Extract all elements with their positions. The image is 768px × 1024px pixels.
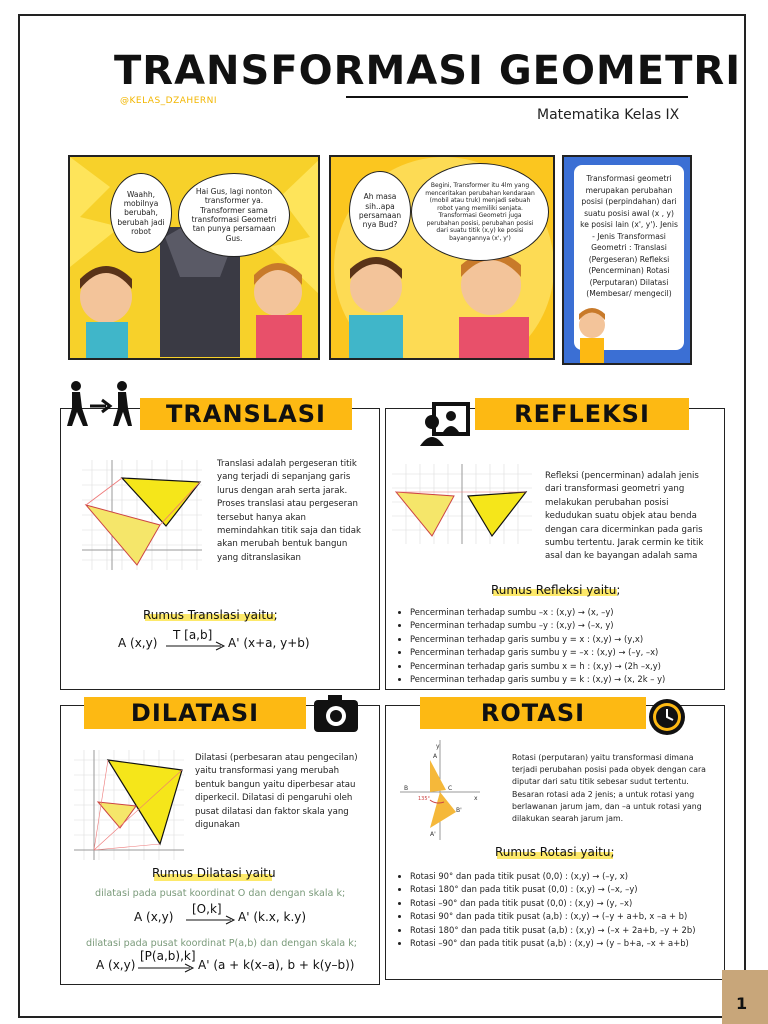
- dilatasi-formula-2-right: A' (a + k(x–a), b + k(y–b)): [198, 958, 355, 972]
- arrow-icon: [166, 641, 226, 651]
- rotasi-banner: [420, 697, 646, 729]
- list-item: • Rotasi 90° dan pada titik pusat (a,b) : (x,y) → (–y + a+b, x –a + b): [410, 910, 730, 923]
- clock-icon: [646, 696, 688, 738]
- point-a-label: A: [433, 753, 438, 760]
- dilatasi-formula-2-left: A (x,y): [96, 958, 136, 972]
- walking-person-icon: [62, 380, 132, 430]
- list-item: • Rotasi 180° dan pada titik pusat (a,b) : (x,y) → (–x + 2a+b, –y + 2b): [410, 924, 730, 937]
- list-item: • Pencerminan terhadap garis sumbu x = h : (x,y) → (2h –x,y): [410, 660, 730, 673]
- arrow-icon: [186, 915, 236, 925]
- refleksi-banner: [475, 398, 689, 430]
- mirror-person-icon: [420, 402, 472, 446]
- translasi-heading: TRANSLASI: [166, 400, 326, 428]
- list-item: • Pencerminan terhadap garis sumbu y = –x : (x,y) → (–y, –x): [410, 646, 730, 659]
- point-a2-label: A': [430, 831, 436, 838]
- page-number: 1: [736, 994, 748, 1013]
- dilatasi-formula-1-label: [O,k]: [192, 902, 222, 916]
- translasi-formula-left: A (x,y): [118, 636, 158, 650]
- axis-y-label: y: [436, 743, 440, 750]
- comic-text: Transformasi geometri merupakan perubahan posisi (perpindahan) dari suatu posisi awal (x , y) ke posisi lain (x', y'). Jenis - Jenis Transformasi Geometri : Translasi (Pergeseran) Refleksi (Pencerminan) Rotasi (Perputaran) Dilatasi (Membesar/ mengecil): [580, 174, 678, 298]
- speech-bubble-4: Begini, Transformer itu 4lm yang menceritakan perubahan kendaraan (mobil atau truk) menjadi sebuah robot yang memiliki senjata. Transformasi Geometri juga perubahan posisi, perubahan posisi dari suatu titik (x,y) ke posisi bayangannya (x', y'): [411, 163, 549, 261]
- dilatasi-line-1: dilatasi pada pusat koordinat O dan dengan skala k;: [95, 888, 346, 899]
- rotasi-diagram: [400, 740, 480, 840]
- dilatasi-formula-1-right: A' (k.x, k.y): [238, 910, 307, 924]
- speech-bubble-3: Ah masa sih..apa persamaan nya Bud?: [349, 171, 411, 251]
- translasi-description: Translasi adalah pergeseran titik yang terjadi di sepanjang garis lurus dengan arah serta jarak. Proses translasi atau pergeseran tersebut hanya akan memindahkan titik saja dan tidak akan merubah bentuk bangun yang ditranslasikan: [217, 459, 362, 563]
- angle-label: 135°: [418, 796, 431, 802]
- dilatasi-diagram: [74, 750, 184, 860]
- page-title: TRANSFORMASI GEOMETRI: [114, 48, 742, 94]
- refleksi-heading: REFLEKSI: [514, 400, 650, 428]
- translasi-formula-label: T [a,b]: [173, 628, 213, 642]
- camera-icon: [312, 694, 362, 736]
- list-item: • Pencerminan terhadap garis sumbu y = k : (x,y) → (x, 2k – y): [410, 673, 730, 686]
- speech-bubble-1: Waahh, mobilnya berubah, berubah jadi robot: [110, 173, 172, 253]
- point-c-label: C: [448, 785, 453, 792]
- point-b-label: B: [404, 785, 409, 792]
- translasi-rumus-heading: Rumus Translasi yaitu;: [143, 608, 278, 622]
- page-subtitle: Matematika Kelas IX: [537, 107, 680, 123]
- dilatasi-line-2: dilatasi pada pusat koordinat P(a,b) dan dengan skala k;: [86, 938, 358, 949]
- dilatasi-formula-1-left: A (x,y): [134, 910, 174, 924]
- dilatasi-banner: [84, 697, 306, 729]
- dilatasi-rumus-heading: Rumus Dilatasi yaitu: [152, 866, 276, 880]
- comic-panel-2: [329, 155, 555, 360]
- small-boy: [564, 157, 692, 365]
- list-item: • Pencerminan terhadap garis sumbu y = x : (x,y) → (y,x): [410, 633, 730, 646]
- translasi-diagram: [82, 460, 202, 570]
- list-item: • Rotasi –90° dan pada titik pusat (0,0) : (x,y) → (y, –x): [410, 897, 730, 910]
- point-b2-label: B': [456, 807, 462, 814]
- list-item: • Rotasi –90° dan pada titik pusat (a,b) : (x,y) → (y – b+a, –x + a+b): [410, 937, 730, 950]
- axis-x-label: x: [474, 795, 478, 802]
- refleksi-description: Refleksi (pencerminan) adalah jenis dari transformasi geometri yang melakukan perubahan posisi kedudukan suatu objek atau benda dengan cara dicerminkan pada garis sumbu tertentu. Jarak cermin ke titik asal dan ke bayangan adalah sama: [545, 471, 704, 562]
- refleksi-rumus-heading: Rumus Refleksi yaitu;: [491, 583, 621, 597]
- comic-panel-3: [562, 155, 692, 365]
- author-handle: @KELAS_DZAHERNI: [120, 96, 218, 106]
- rotasi-rumus-heading: Rumus Rotasi yaitu;: [495, 845, 615, 859]
- comic-panel-1: [68, 155, 320, 360]
- list-item: • Pencerminan terhadap sumbu –y : (x,y) → (–x, y): [410, 619, 730, 632]
- dilatasi-description: Dilatasi (perbesaran atau pengecilan) yaitu transformasi yang merubah bentuk bangun yaitu diperbesar atau diperkecil. Dilatasi di pengaruhi oleh pusat dilatasi dan faktor skala yang digunakan: [195, 753, 358, 831]
- rotasi-description: Rotasi (perputaran) yaitu transformasi dimana terjadi perubahan posisi pada obyek dengan cara diputar dari satu titik sebesar sudut tertentu. Besaran rotasi ada 2 jenis; a untuk rotasi yang berlawanan jarum jam, dan –a untuk rotasi yang dilakukan searah jarum jam.: [512, 753, 706, 824]
- list-item: • Pencerminan terhadap sumbu –x : (x,y) → (x, –y): [410, 606, 730, 619]
- dilatasi-heading: DILATASI: [130, 699, 260, 727]
- arrow-icon: [138, 963, 196, 973]
- speech-bubble-2: Hai Gus, lagi nonton transformer ya. Transformer sama transformasi Geometri tan punya persamaan Gus.: [178, 173, 290, 257]
- refleksi-diagram: [392, 464, 532, 544]
- list-item: • Rotasi 180° dan pada titik pusat (0,0) : (x,y) → (–x, –y): [410, 883, 730, 896]
- rotasi-heading: ROTASI: [480, 699, 586, 727]
- title-underline: [346, 96, 688, 98]
- translasi-banner: [140, 398, 352, 430]
- list-item: • Rotasi 90° dan pada titik pusat (0,0) : (x,y) → (–y, x): [410, 870, 730, 883]
- rotasi-formula-list: [398, 870, 730, 950]
- dilatasi-formula-2-label: [P(a,b),k]: [140, 949, 196, 963]
- translasi-formula-right: A' (x+a, y+b): [228, 636, 310, 650]
- refleksi-formula-list: [398, 606, 730, 686]
